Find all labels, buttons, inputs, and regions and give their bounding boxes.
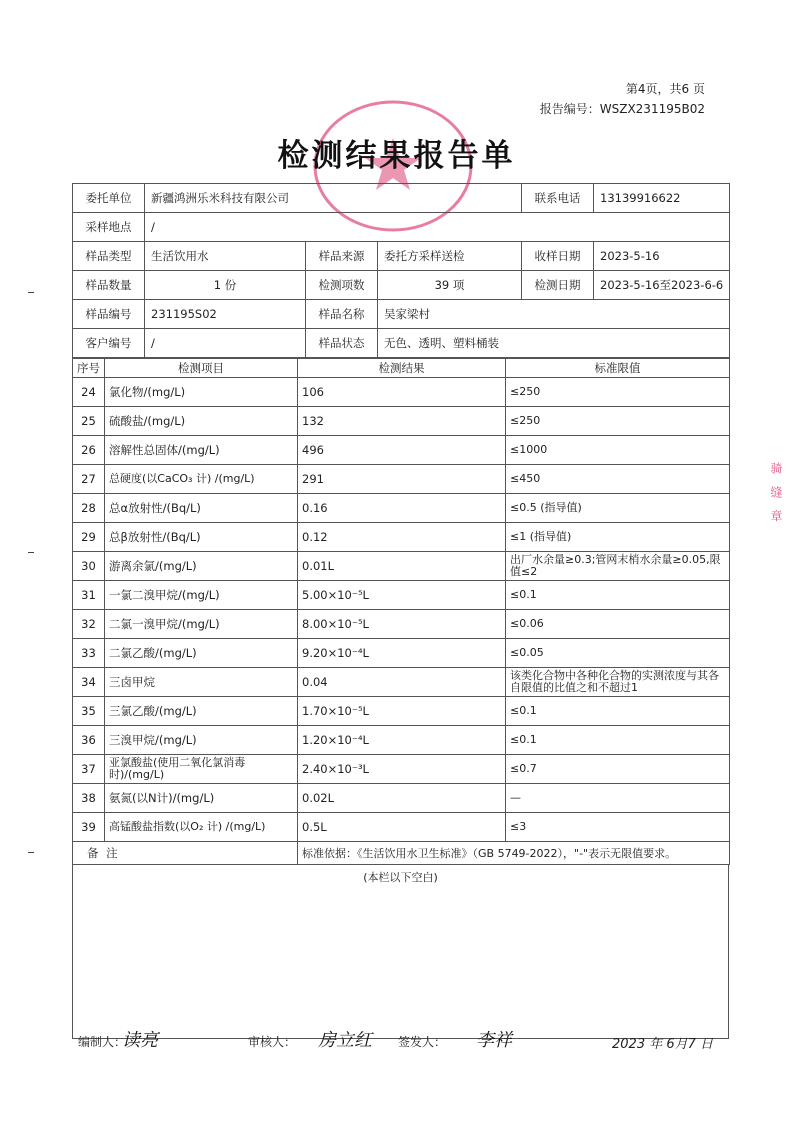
site-label: 采样地点	[73, 213, 145, 242]
row-standard: ≤0.7	[506, 755, 730, 784]
header-no: 序号	[73, 359, 105, 378]
row-item: 三氯乙酸/(mg/L)	[105, 697, 298, 726]
row-item: 总硬度(以CaCO₃ 计) /(mg/L)	[105, 465, 298, 494]
phone-label: 联系电话	[522, 184, 594, 213]
table-row	[73, 552, 730, 581]
client-value: 新疆鸿洲乐米科技有限公司	[145, 184, 522, 213]
qty-value: 1 份	[145, 271, 306, 300]
test-date-value: 2023-5-16至2023-6-6	[594, 271, 730, 300]
row-number: 34	[73, 668, 105, 697]
row-result: 1.20×10⁻⁴L	[298, 726, 506, 755]
cust-label: 客户编号	[73, 329, 145, 358]
row-result: 2.40×10⁻³L	[298, 755, 506, 784]
source-value: 委托方采样送检	[378, 242, 522, 271]
site-value: /	[145, 213, 730, 242]
row-number: 37	[73, 755, 105, 784]
signer-signature: 李祥	[476, 1030, 512, 1051]
source-label: 样品来源	[306, 242, 378, 271]
row-result: 8.00×10⁻⁵L	[298, 610, 506, 639]
row-standard: ≤0.06	[506, 610, 730, 639]
row-item: 总β放射性/(Bq/L)	[105, 523, 298, 552]
row-result: 5.00×10⁻⁵L	[298, 581, 506, 610]
row-number: 36	[73, 726, 105, 755]
row-result: 0.5L	[298, 813, 506, 842]
row-number: 24	[73, 378, 105, 407]
row-result: 0.16	[298, 494, 506, 523]
row-standard: 该类化合物中各种化合物的实测浓度与其各自限值的比值之和不超过1	[506, 668, 730, 697]
row-item: 二氯一溴甲烷/(mg/L)	[105, 610, 298, 639]
row-item: 三卤甲烷	[105, 668, 298, 697]
table-row	[73, 523, 730, 552]
row-standard: —	[506, 784, 730, 813]
name-value: 吴家梁村	[378, 300, 730, 329]
table-row	[73, 494, 730, 523]
table-row	[73, 581, 730, 610]
phone-value: 13139916622	[594, 184, 730, 213]
editor-label: 编制人：	[78, 1035, 127, 1049]
row-item: 二氯乙酸/(mg/L)	[105, 639, 298, 668]
recv-label: 收样日期	[522, 242, 594, 271]
row-standard: ≤0.1	[506, 581, 730, 610]
table-row	[73, 639, 730, 668]
row-standard: ≤0.05	[506, 639, 730, 668]
margin-mark	[28, 852, 34, 853]
table-row	[73, 784, 730, 813]
row-standard: ≤0.5 (指导值)	[506, 494, 730, 523]
row-number: 31	[73, 581, 105, 610]
row-item: 总α放射性/(Bq/L)	[105, 494, 298, 523]
row-item: 氨氮(以N计)/(mg/L)	[105, 784, 298, 813]
seam-stamp	[768, 462, 790, 526]
margin-mark	[28, 292, 34, 293]
row-standard: ≤450	[506, 465, 730, 494]
cust-value: /	[145, 329, 306, 358]
report-date: 2023 年 6月7 日	[612, 1037, 714, 1052]
row-item: 一氯二溴甲烷/(mg/L)	[105, 581, 298, 610]
row-result: 9.20×10⁻⁴L	[298, 639, 506, 668]
results-body	[73, 378, 730, 842]
row-standard: ≤3	[506, 813, 730, 842]
row-standard: ≤1000	[506, 436, 730, 465]
row-standard: ≤0.1	[506, 726, 730, 755]
table-row	[73, 726, 730, 755]
row-result: 0.02L	[298, 784, 506, 813]
sample-no-label: 样品编号	[73, 300, 145, 329]
row-number: 39	[73, 813, 105, 842]
type-value: 生活饮用水	[145, 242, 306, 271]
margin-mark	[28, 552, 34, 553]
report-table	[72, 183, 729, 1039]
row-standard: ≤1 (指导值)	[506, 523, 730, 552]
client-label: 委托单位	[73, 184, 145, 213]
test-date-label: 检测日期	[522, 271, 594, 300]
remark-text: 标准依据：《生活饮用水卫生标准》（GB 5749-2022），"-"表示无限值要求。	[298, 842, 730, 865]
row-item: 硫酸盐/(mg/L)	[105, 407, 298, 436]
state-value: 无色、透明、塑料桶装	[378, 329, 730, 358]
row-number: 29	[73, 523, 105, 552]
row-number: 30	[73, 552, 105, 581]
header-result: 检测结果	[298, 359, 506, 378]
recv-value: 2023-5-16	[594, 242, 730, 271]
results-table	[72, 358, 730, 865]
row-standard: ≤250	[506, 407, 730, 436]
row-number: 32	[73, 610, 105, 639]
row-result: 496	[298, 436, 506, 465]
table-row	[73, 610, 730, 639]
row-number: 27	[73, 465, 105, 494]
row-number: 35	[73, 697, 105, 726]
row-standard: ≤250	[506, 378, 730, 407]
blank-note: (本栏以下空白)	[363, 871, 438, 884]
items-label: 检测项数	[306, 271, 378, 300]
name-label: 样品名称	[306, 300, 378, 329]
table-row	[73, 378, 730, 407]
remark-label: 备 注	[73, 842, 298, 865]
row-item: 三溴甲烷/(mg/L)	[105, 726, 298, 755]
row-number: 25	[73, 407, 105, 436]
row-result: 1.70×10⁻⁵L	[298, 697, 506, 726]
row-result: 0.01L	[298, 552, 506, 581]
sample-no-value: 231195S02	[145, 300, 306, 329]
reviewer-label: 审核人：	[248, 1035, 297, 1049]
table-row	[73, 668, 730, 697]
table-row	[73, 697, 730, 726]
row-item: 高锰酸盐指数(以O₂ 计) /(mg/L)	[105, 813, 298, 842]
reviewer-signature: 房立红	[318, 1030, 372, 1051]
row-result: 132	[298, 407, 506, 436]
table-row	[73, 813, 730, 842]
table-row	[73, 465, 730, 494]
row-number: 33	[73, 639, 105, 668]
qty-label: 样品数量	[73, 271, 145, 300]
table-row	[73, 407, 730, 436]
items-value: 39 项	[378, 271, 522, 300]
row-result: 0.12	[298, 523, 506, 552]
row-standard: ≤0.1	[506, 697, 730, 726]
table-row	[73, 436, 730, 465]
report-title: 检测结果报告单	[277, 138, 516, 174]
seam-stamp-text: 骑 缝 章	[769, 462, 783, 526]
row-item: 溶解性总固体/(mg/L)	[105, 436, 298, 465]
signer-label: 签发人：	[398, 1035, 447, 1049]
row-number: 38	[73, 784, 105, 813]
row-result: 0.04	[298, 668, 506, 697]
page-number: 第4页，共6 页	[625, 82, 705, 96]
row-item: 氯化物/(mg/L)	[105, 378, 298, 407]
state-label: 样品状态	[306, 329, 378, 358]
row-item: 亚氯酸盐(使用二氧化氯消毒时)/(mg/L)	[105, 755, 298, 784]
blank-area	[72, 865, 729, 1039]
type-label: 样品类型	[73, 242, 145, 271]
table-row	[73, 755, 730, 784]
row-item: 游离余氯/(mg/L)	[105, 552, 298, 581]
row-standard: 出厂水余量≥0.3;管网末梢水余量≥0.05,限值≤2	[506, 552, 730, 581]
row-result: 106	[298, 378, 506, 407]
row-result: 291	[298, 465, 506, 494]
editor-signature: 读亮	[122, 1030, 158, 1051]
header-standard: 标准限值	[506, 359, 730, 378]
sample-info-table	[72, 183, 730, 358]
report-number: 报告编号：WSZX231195B02	[539, 102, 705, 116]
row-number: 28	[73, 494, 105, 523]
header-item: 检测项目	[105, 359, 298, 378]
row-number: 26	[73, 436, 105, 465]
